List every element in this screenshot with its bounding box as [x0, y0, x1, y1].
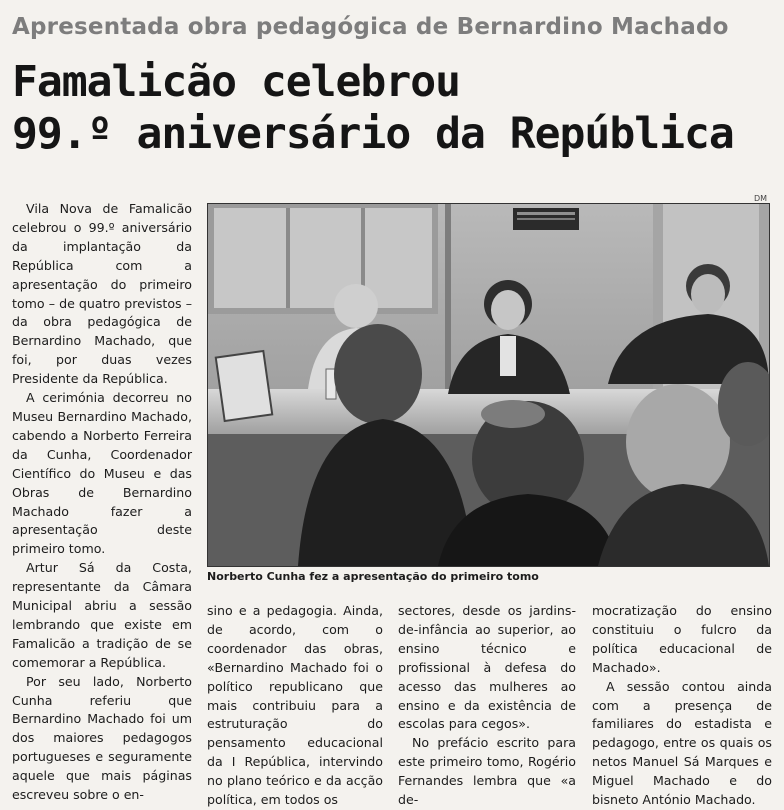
paragraph: sino e a pedagogia. Ainda, de acordo, com o coordenador das obras, «Bernardino Machado foi o político republicano que mais contribuiu para a estruturação do pensamento educacional da I República, intervindo no plano teórico e da acção política, em todos os — [207, 603, 383, 808]
headline-line-2: 99.º aniversário da República — [12, 109, 734, 159]
paragraph: A cerimónia decorreu no Museu Bernardino Machado, cabendo a Norberto Ferreira da Cunha, Coordenador Científico do Museu e das Obras de Bernardino Machado fazer a apresentação deste primeiro tomo. — [12, 390, 192, 557]
text-column-4 — [592, 602, 772, 810]
photo-credit: DM — [754, 194, 768, 203]
text-column-1 — [12, 200, 192, 805]
paragraph: A sessão contou ainda com a presença de familiares do estadista e pedagogo, entre os quais os netos Manuel Sá Marques e Miguel Machado e do bisneto António Machado. — [592, 678, 772, 808]
headline-line-1: Famalicão celebrou — [12, 57, 460, 107]
event-photo-illustration — [208, 204, 769, 566]
article-headline — [12, 56, 782, 160]
paragraph: Artur Sá da Costa, representante da Câmara Municipal abriu a sessão lembrando que existe em Famalicão a tradição de se comemorar a República. — [12, 560, 192, 670]
text-column-3 — [398, 602, 576, 810]
article-kicker: Apresentada obra pedagógica de Bernardino Machado — [12, 14, 729, 40]
text-column-2 — [207, 602, 383, 810]
paragraph: Por seu lado, Norberto Cunha referiu que Bernardino Machado foi um dos maiores pedagogos portugueses e seguramente aquele que mais páginas escreveu sobre o en- — [12, 673, 192, 803]
paragraph: Vila Nova de Famalicão celebrou o 99.º aniversário da implantação da República com a apresentação do primeiro tomo – de quatro previstos – da obra pedagógica de Bernardino Machado, que foi, por duas vezes Presidente da República. — [12, 201, 192, 387]
paragraph: sectores, desde os jardins-de-infância ao superior, ao ensino técnico e profissional à defesa do acesso das mulheres ao ensino e da existência de escolas para cegos». — [398, 603, 576, 732]
paragraph: mocratização do ensino constituiu o fulcro da política educacional de Machado». — [592, 603, 772, 675]
paragraph: No prefácio escrito para este primeiro tomo, Rogério Fernandes lembra que «a de- — [398, 735, 576, 808]
event-photo — [207, 203, 770, 567]
photo-caption: Norberto Cunha fez a apresentação do primeiro tomo — [207, 570, 539, 583]
